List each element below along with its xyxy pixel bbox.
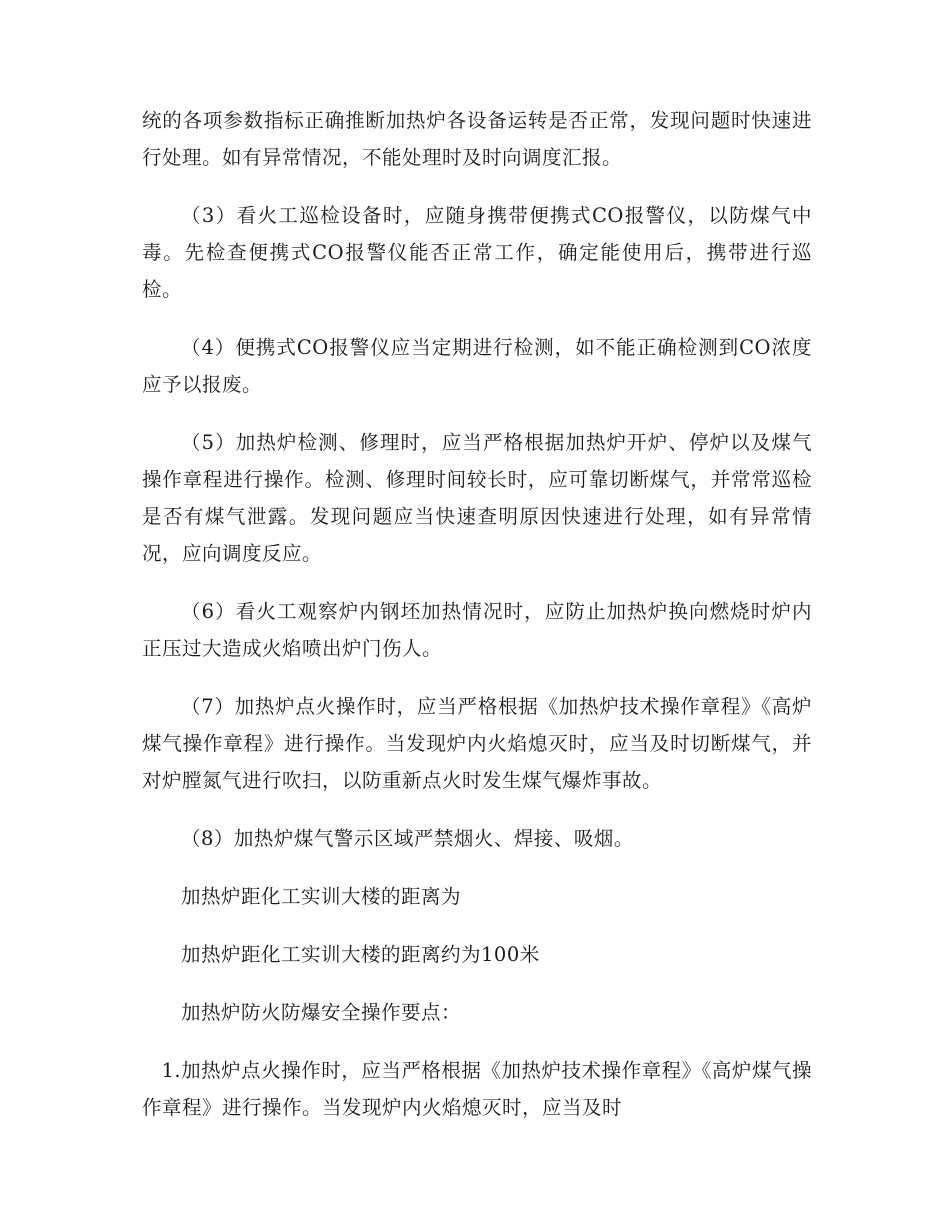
paragraph-safety-point-1: 1.加热炉点火操作时，应当严格根据《加热炉技术操作章程》《高炉煤气操作章程》进行操作。当发现炉内火焰熄灭时，应当及时 bbox=[142, 1059, 812, 1119]
paragraph-item-4: （4）便携式CO报警仪应当定期进行检测，如不能正确检测到CO浓度应予以报废。 bbox=[142, 336, 812, 396]
paragraph-item-7: （7）加热炉点火操作时，应当严格根据《加热炉技术操作章程》《高炉煤气操作章程》进行操作。当发现炉内火焰熄灭时，应当及时切断煤气，并对炉膛氮气进行吹扫，以防重新点火时发生煤气爆炸事故。 bbox=[142, 695, 812, 792]
paragraph-continuation: 统的各项参数指标正确推断加热炉各设备运转是否正常，发现问题时快速进行处理。如有异常情况，不能处理时及时向调度汇报。 bbox=[142, 109, 812, 169]
paragraph-item-5: （5）加热炉检测、修理时，应当严格根据加热炉开炉、停炉以及煤气操作章程进行操作。检测、修理时间较长时，应可靠切断煤气，并常常巡检是否有煤气泄露。发现问题应当快速查明原因快速进行处理，如有异常情况，应向调度反应。 bbox=[142, 431, 812, 565]
paragraph-item-6: （6）看火工观察炉内钢坯加热情况时，应防止加热炉换向燃烧时炉内正压过大造成火焰喷出炉门伤人。 bbox=[142, 600, 812, 660]
paragraph-item-3: （3）看火工巡检设备时，应随身携带便携式CO报警仪，以防煤气中毒。先检查便携式CO报警仪能否正常工作，确定能使用后，携带进行巡检。 bbox=[142, 204, 812, 301]
paragraph-item-8: （8）加热炉煤气警示区域严禁烟火、焊接、吸烟。 bbox=[181, 827, 634, 850]
document-body bbox=[142, 102, 812, 1147]
paragraph-safety-heading: 加热炉防火防爆安全操作要点： bbox=[181, 1001, 462, 1024]
paragraph-distance-answer: 加热炉距化工实训大楼的距离约为100米 bbox=[181, 943, 540, 966]
paragraph-distance-question: 加热炉距化工实训大楼的距离为 bbox=[181, 885, 462, 908]
